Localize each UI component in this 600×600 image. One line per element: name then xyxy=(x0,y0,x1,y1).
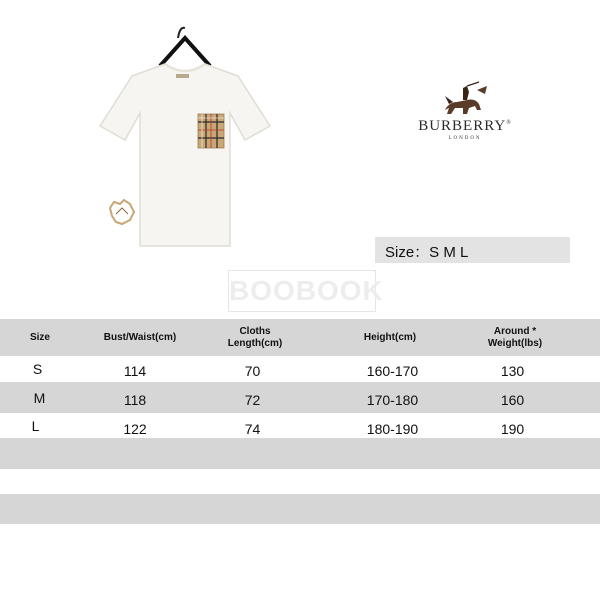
size-label: Size：S M L xyxy=(385,244,469,261)
cell-size: S xyxy=(32,361,43,377)
header-cloths-length-line1: Cloths xyxy=(239,326,271,337)
header-weight-line1: Around * xyxy=(493,326,537,337)
size-label-box xyxy=(375,237,570,263)
cell-length: 74 xyxy=(244,421,261,437)
header-weight-line2: Weight(lbs) xyxy=(487,338,543,349)
header-size: Size xyxy=(29,332,50,343)
brand-logo xyxy=(395,80,535,150)
cell-height: 160-170 xyxy=(366,363,419,379)
cell-size: M xyxy=(33,390,46,406)
cell-length: 72 xyxy=(244,392,261,408)
cell-weight: 130 xyxy=(500,363,525,379)
watermark: BOOBOOK xyxy=(228,270,376,312)
tshirt-illustration xyxy=(80,18,290,268)
cell-height: 170-180 xyxy=(366,392,419,408)
cell-bust: 114 xyxy=(123,363,147,379)
table-empty-band xyxy=(0,438,600,469)
cell-weight: 160 xyxy=(500,392,525,408)
header-height: Height(cm) xyxy=(363,332,417,343)
brand-city: LONDON xyxy=(448,136,482,141)
cell-length: 70 xyxy=(244,363,261,379)
table-empty-band xyxy=(0,494,600,524)
product-image xyxy=(80,18,290,268)
cell-weight: 190 xyxy=(500,421,525,437)
header-cloths-length-line2: Length(cm) xyxy=(227,338,283,349)
cell-height: 180-190 xyxy=(366,421,419,437)
brand-name: BURBERRY® xyxy=(418,118,512,134)
header-bust-waist: Bust/Waist(cm) xyxy=(103,332,177,343)
equestrian-knight-icon xyxy=(433,80,493,120)
cell-size: L xyxy=(31,418,40,434)
cell-bust: 122 xyxy=(123,421,147,437)
cell-bust: 118 xyxy=(123,392,147,408)
